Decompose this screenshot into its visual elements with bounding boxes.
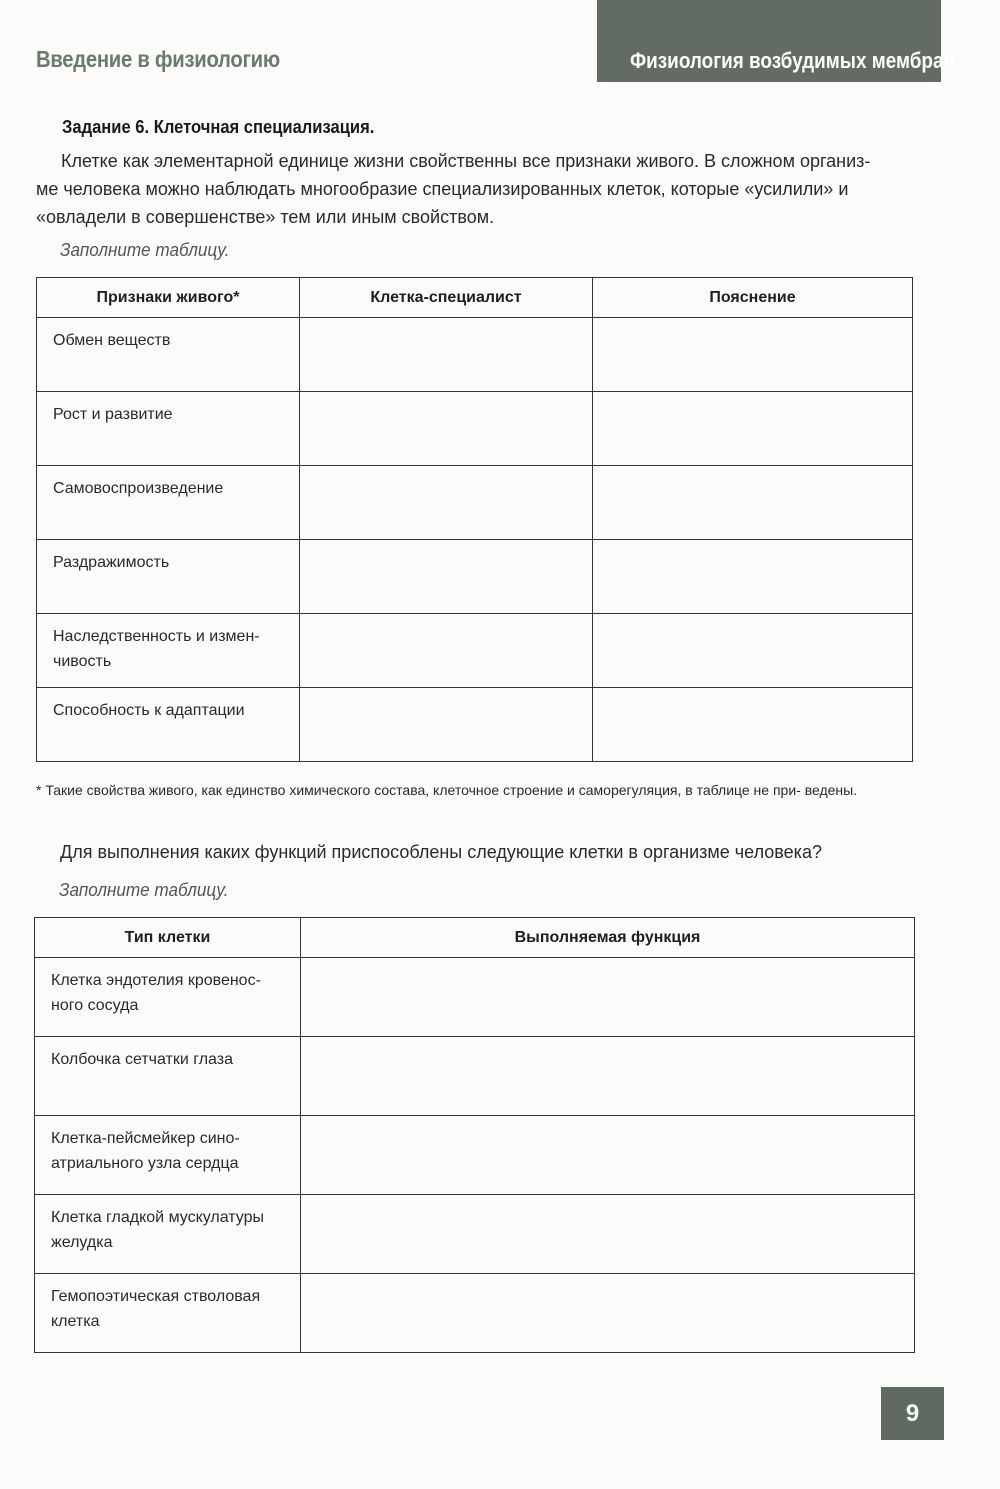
table-row	[35, 958, 915, 1037]
row-label	[35, 958, 301, 1037]
intro-line: «овладели в совершенстве» тем или иным свойством.	[36, 207, 495, 227]
row-label-text: Клетка-пейсмейкер сино- атриального узла сердца	[51, 1130, 240, 1172]
table-row	[37, 614, 913, 688]
row-label	[37, 392, 300, 466]
row-label-text: Самовоспроизведение	[53, 480, 224, 497]
explanation-cell-input[interactable]	[593, 466, 913, 540]
instruction-fill-table-2: Заполните таблицу.	[59, 880, 229, 900]
table-row	[35, 1116, 915, 1195]
row-label	[37, 614, 300, 688]
function-cell-input[interactable]	[301, 958, 915, 1037]
table-row	[37, 466, 913, 540]
table-header-row	[37, 278, 913, 318]
row-label	[37, 318, 300, 392]
specialist-cell-input[interactable]	[300, 540, 593, 614]
specialist-cell-input[interactable]	[300, 688, 593, 762]
page-number: 9	[881, 1387, 944, 1440]
specialist-cell-input[interactable]	[300, 466, 593, 540]
explanation-cell-input[interactable]	[593, 688, 913, 762]
row-label-text: Клетка эндотелия кровенос- ного сосуда	[51, 972, 261, 1014]
task-intro	[36, 147, 912, 231]
instruction-fill-table-1: Заполните таблицу.	[60, 240, 230, 260]
specialist-cell-input[interactable]	[300, 614, 593, 688]
table-row	[35, 1037, 915, 1116]
table-row	[37, 688, 913, 762]
explanation-cell-input[interactable]	[593, 614, 913, 688]
row-label	[35, 1116, 301, 1195]
explanation-cell-input[interactable]	[593, 318, 913, 392]
row-label	[35, 1037, 301, 1116]
explanation-cell-input[interactable]	[593, 392, 913, 466]
column-header: Выполняемая функция	[301, 918, 915, 958]
specialist-cell-input[interactable]	[300, 392, 593, 466]
column-header: Клетка-специалист	[300, 278, 593, 318]
row-label-text: Рост и развитие	[53, 406, 173, 423]
specialist-cell-input[interactable]	[300, 318, 593, 392]
table-row	[35, 1274, 915, 1353]
column-header: Пояснение	[593, 278, 913, 318]
row-label	[35, 1195, 301, 1274]
column-header: Признаки живого*	[37, 278, 300, 318]
running-header-right: Физиология возбудимых мембран	[630, 48, 955, 73]
table-row	[35, 1195, 915, 1274]
table-header-row	[35, 918, 915, 958]
row-label-text: Гемопоэтическая стволовая клетка	[51, 1288, 261, 1330]
running-header-left: Введение в физиологию	[36, 46, 280, 72]
task-question: Для выполнения каких функций приспособлены следующие клетки в организме человека?	[60, 842, 822, 862]
function-cell-input[interactable]	[301, 1274, 915, 1353]
row-label	[35, 1274, 301, 1353]
function-cell-input[interactable]	[301, 1037, 915, 1116]
row-label	[37, 466, 300, 540]
row-label-text: Раздражимость	[53, 554, 170, 571]
table-row	[37, 540, 913, 614]
row-label-text: Наследственность и измен- чивость	[53, 628, 260, 670]
row-label	[37, 688, 300, 762]
row-label	[37, 540, 300, 614]
table-row	[37, 392, 913, 466]
function-cell-input[interactable]	[301, 1116, 915, 1195]
task-title: Задание 6. Клеточная специализация.	[62, 117, 375, 137]
table-row	[37, 318, 913, 392]
row-label-text: Способность к адаптации	[53, 702, 245, 719]
table-footnote: * Такие свойства живого, как единство химического состава, клеточное строение и саморегуляция, в таблице не при- ведены.	[36, 782, 858, 798]
intro-line: Клетке как элементарной единице жизни свойственны все признаки живого. В сложном организ-	[61, 151, 871, 171]
row-label-text: Обмен веществ	[53, 332, 171, 349]
row-label-text: Клетка гладкой мускулатуры желудка	[51, 1209, 264, 1251]
explanation-cell-input[interactable]	[593, 540, 913, 614]
function-cell-input[interactable]	[301, 1195, 915, 1274]
intro-line: ме человека можно наблюдать многообразие специализированных клеток, которые «усилили» и	[36, 179, 849, 199]
row-label-text: Колбочка сетчатки глаза	[51, 1051, 234, 1068]
column-header: Тип клетки	[35, 918, 301, 958]
signs-of-life-table	[36, 277, 913, 762]
cell-function-table	[34, 917, 915, 1353]
